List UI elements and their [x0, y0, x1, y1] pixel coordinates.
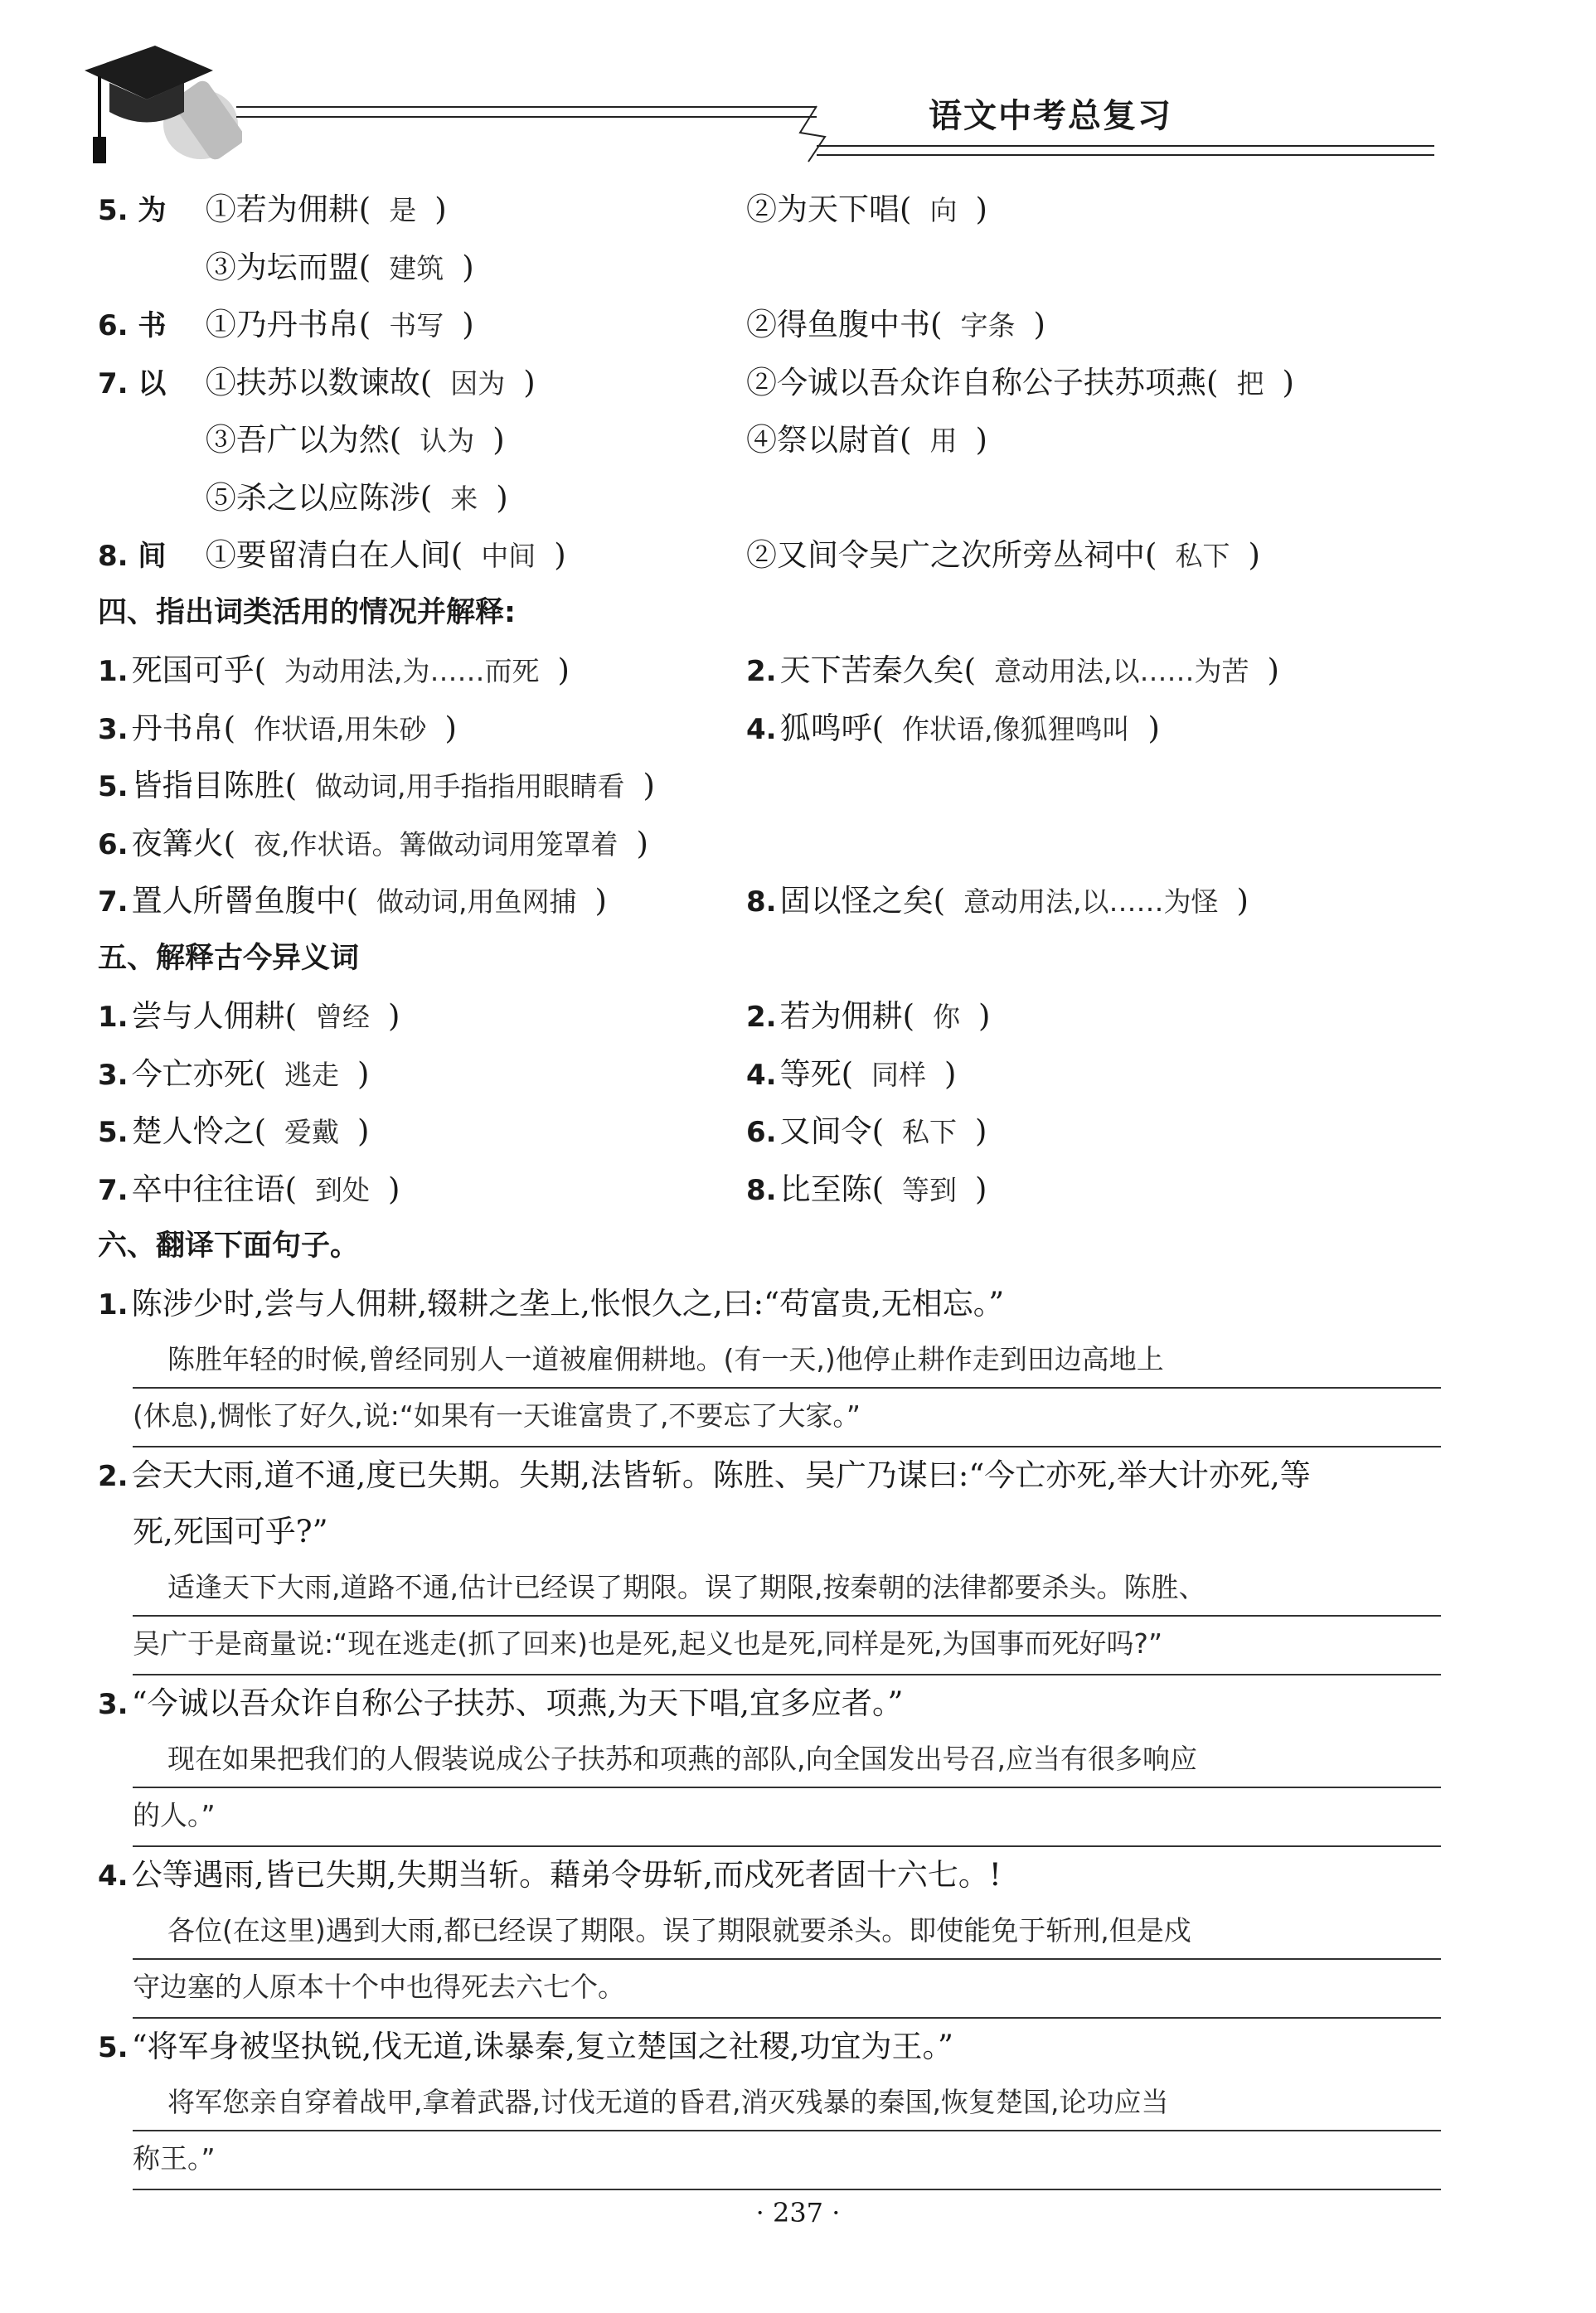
answer-line: 各位(在这里)遇到大雨,都已经误了期限。误了期限就要杀头。即使能免于斩刑,但是戍 — [133, 1903, 1441, 1961]
answer-line: 吴广于是商量说:“现在逃走(抓了回来)也是死,起义也是死,同样是死,为国事而死好吗?” — [133, 1617, 1441, 1675]
section-title: 五、解释古今异义词 — [98, 941, 360, 975]
translation-item: 1. 陈涉少时,尝与人佣耕,辍耕之垄上,怅恨久之,曰:“苟富贵,无相忘。” 陈胜年轻的时候,曾经同别人一道被雇佣耕地。(有一天,)他停止耕作走到田边高地上 (休息),惆怅了好久,说:“如果有一天谁富贵了,不要忘了大家。” — [98, 1276, 1441, 1447]
header-title: 语文中考总复习 — [929, 96, 1172, 135]
main-content — [98, 181, 1441, 2190]
header-rule-top — [236, 106, 817, 108]
list-item: ③为坛而盟( 建筑 ) — [205, 249, 474, 285]
list-item: ⑤杀之以应陈涉( 来 ) — [205, 479, 508, 516]
header-zigzag — [792, 99, 842, 166]
translation-item: 5. “将军身被坚执锐,伐无道,诛暴秦,复立楚国之社稷,功宜为王。” 将军您亲自穿着战甲,拿着武器,讨伐无道的昏君,消灭残暴的秦国,恢复楚国,论功应当 称王。” — [98, 2019, 1441, 2190]
item-label: 7. 以 — [98, 366, 167, 400]
answer-line: (休息),惆怅了好久,说:“如果有一天谁富贵了,不要忘了大家。” — [133, 1389, 1441, 1447]
translation-item: 3. “今诚以吾众诈自称公子扶苏、项燕,为天下唱,宜多应者。” 现在如果把我们的人假装说成公子扶苏和项燕的部队,向全国发出号召,应当有很多响应 的人。” — [98, 1675, 1441, 1847]
graduation-cap-icon — [76, 33, 242, 166]
list-item: 3. 今亡亦死( 逃走 ) 4. 等死( 同样 ) — [98, 1055, 957, 1092]
list-item: 3. 丹书帛( 作状语,用朱砂 ) 4. 狐鸣呼( 作状语,像狐狸鸣叫 ) — [98, 710, 1160, 746]
answer-line: 称王。” — [133, 2131, 1441, 2190]
list-item: 8. 间 ①要留清白在人间( 中间 ) ②又间令吴广之次所旁丛祠中( 私下 ) — [98, 526, 1441, 584]
list-item: 1. 尝与人佣耕( 曾经 ) 2. 若为佣耕( 你 ) — [98, 998, 991, 1034]
answer-line: 适逢天下大雨,道路不通,估计已经误了期限。误了期限,按秦朝的法律都要杀头。陈胜、 — [133, 1560, 1441, 1617]
answer-line: 将军您亲自穿着战甲,拿着武器,讨伐无道的昏君,消灭残暴的秦国,恢复楚国,论功应当 — [133, 2075, 1441, 2132]
list-item: 5. 楚人怜之( 爱戴 ) 6. 又间令( 私下 ) — [98, 1113, 987, 1149]
answer-line: 现在如果把我们的人假装说成公子扶苏和项燕的部队,向全国发出号召,应当有很多响应 — [133, 1732, 1441, 1789]
list-item: ③吾广以为然( 认为 ) ④祭以尉首( 用 ) — [205, 422, 987, 458]
answer-line: 陈胜年轻的时候,曾经同别人一道被雇佣耕地。(有一天,)他停止耕作走到田边高地上 — [133, 1332, 1441, 1389]
list-item: 6. 书 ①乃丹书帛( 书写 ) ②得鱼腹中书( 字条 ) — [98, 296, 1441, 354]
list-item: 7. 置人所罾鱼腹中( 做动词,用鱼网捕 ) 8. 固以怪之矣( 意动用法,以……为怪 ) — [98, 883, 1249, 919]
list-item: 7. 以 ①扶苏以数谏故( 因为 ) ②今诚以吾众诈自称公子扶苏项燕( 把 ) — [98, 354, 1441, 412]
header-rule-right-1 — [817, 145, 1434, 147]
translation-item: 4. 公等遇雨,皆已失期,失期当斩。藉弟令毋斩,而戍死者固十六七。! 各位(在这里)遇到大雨,都已经误了期限。误了期限就要杀头。即使能免于斩刑,但是戍 守边塞的人原本十个中也得死去六七个。 — [98, 1847, 1441, 2019]
list-item: 7. 卒中往往语( 到处 ) 8. 比至陈( 等到 ) — [98, 1171, 987, 1207]
item-label: 8. 间 — [98, 540, 167, 573]
list-item: 1. 死国可乎( 为动用法,为……而死 ) 2. 天下苦秦久矣( 意动用法,以……为苦 ) — [98, 652, 1279, 688]
section-title: 四、指出词类活用的情况并解释: — [98, 595, 516, 629]
answer-line: 的人。” — [133, 1788, 1441, 1847]
section-title: 六、翻译下面句子。 — [98, 1229, 360, 1263]
header-rule-right-2 — [817, 154, 1434, 156]
page-number: · 237 · — [755, 2197, 841, 2228]
item-label: 6. 书 — [98, 309, 167, 342]
list-item: 5. 为 ①若为佣耕( 是 ) ②为天下唱( 向 ) — [98, 181, 1441, 239]
translation-item: 2. 会天大雨,道不通,度已失期。失期,法皆斩。陈胜、吴广乃谋曰:“今亡亦死,举大计亦死,等 死,死国可乎?” 适逢天下大雨,道路不通,估计已经误了期限。误了期限,按秦朝的法律都要杀头。陈胜、 吴广于是商量说:“现在逃走(抓了回来)也是死,起义也是死,同样是死,为国事而死好吗?” — [98, 1447, 1441, 1675]
list-item: 5. 皆指目陈胜( 做动词,用手指指用眼睛看 ) — [98, 768, 655, 803]
header-rule-mid — [236, 116, 817, 118]
item-label: 5. 为 — [98, 194, 167, 227]
answer-line: 守边塞的人原本十个中也得死去六七个。 — [133, 1960, 1441, 2019]
list-item: 6. 夜篝火( 夜,作状语。篝做动词用笼罩着 ) — [98, 825, 648, 861]
